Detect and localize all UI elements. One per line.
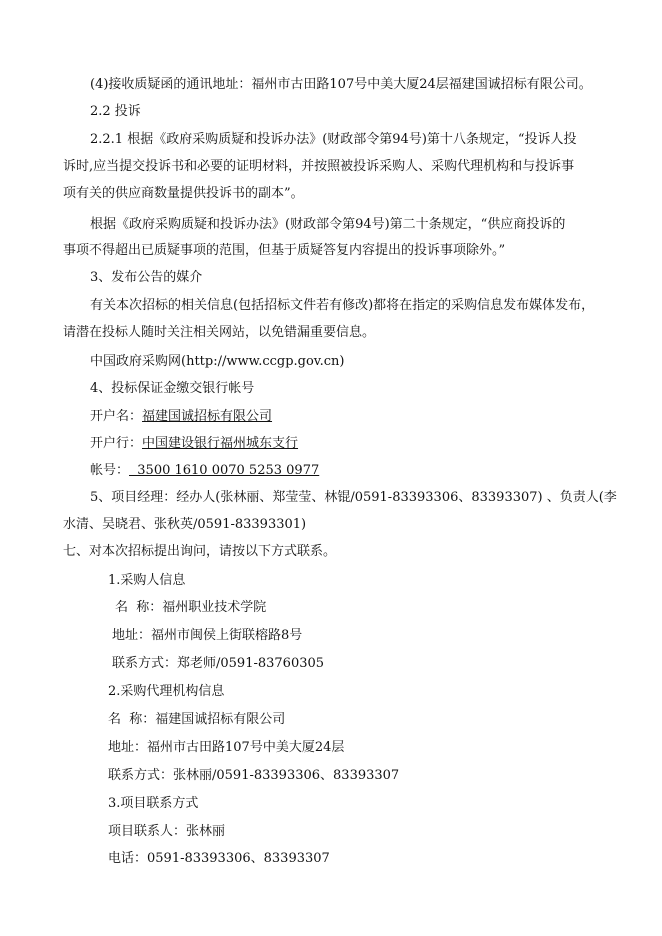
account-number-label: 帐号： [90,463,130,478]
website-line: 中国政府采购网(http://www.ccgp.gov.cn) [90,354,345,369]
account-number-value: 3500 1610 0070 5253 0977 [129,463,320,478]
agency-name: 名 称：福建国诚招标有限公司 [108,712,286,727]
subsection-heading: 2.采购代理机构信息 [108,684,225,699]
subsection-heading: 1.采购人信息 [108,573,186,588]
section-heading: 4、投标保证金缴交银行帐号 [90,381,255,396]
section-heading: 七、对本次招标提出询问，请按以下方式联系。 [63,544,337,559]
paragraph-line: 请潜在投标人随时关注相关网站，以免错漏重要信息。 [63,325,376,340]
agency-contact: 联系方式：张林丽/0591-83393306、83393307 [108,768,400,783]
paragraph-line: 2.2.1 根据《政府采购质疑和投诉办法》(财政部令第94号)第十八条规定，“投诉人投 [90,132,577,147]
paragraph-line: 诉时,应当提交投诉书和必要的证明材料，并按照被投诉采购人、采购代理机构和与投诉事 [63,159,575,174]
purchaser-address: 地址：福州市闽侯上街联榕路8号 [112,628,303,643]
purchaser-name: 名 称：福州职业技术学院 [115,600,267,615]
section-heading: 2.2 投诉 [90,104,141,119]
account-name-value: 福建国诚招标有限公司 [142,409,273,424]
purchaser-contact: 联系方式：郑老师/0591-83760305 [112,656,325,671]
bank-row [90,436,298,452]
section-heading: 3、发布公告的媒介 [90,270,203,285]
account-name-label: 开户名： [90,409,143,424]
paragraph-line: 根据《政府采购质疑和投诉办法》(财政部令第94号)第二十条规定，“供应商投诉的 [90,217,566,232]
account-name-row [90,409,272,425]
account-number-row [90,463,319,479]
project-phone: 电话：0591-83393306、83393307 [108,851,330,866]
paragraph-line: (4)接收质疑函的通讯地址：福州市古田路107号中美大厦24层福建国诚招标有限公司。 [90,77,592,92]
bank-label: 开户行： [90,436,143,451]
paragraph-line: 水清、吴晓君、张秋英/0591-83393301) [63,517,307,532]
bank-value: 中国建设银行福州城东支行 [142,436,299,451]
paragraph-line: 有关本次招标的相关信息(包括招标文件若有修改)都将在指定的采购信息发布媒体发布， [90,298,595,313]
paragraph-line: 5、项目经理：经办人(张林丽、郑莹莹、林锟/0591-83393306、83393307) 、负责人(李 [90,490,617,505]
paragraph-line: 事项不得超出已质疑事项的范围，但基于质疑答复内容提出的投诉事项除外。” [63,243,506,258]
paragraph-line: 项有关的供应商数量提供投诉书的副本”。 [63,186,304,201]
subsection-heading: 3.项目联系方式 [108,796,199,811]
project-contact: 项目联系人：张林丽 [108,824,226,839]
agency-address: 地址：福州市古田路107号中美大厦24层 [108,740,345,755]
